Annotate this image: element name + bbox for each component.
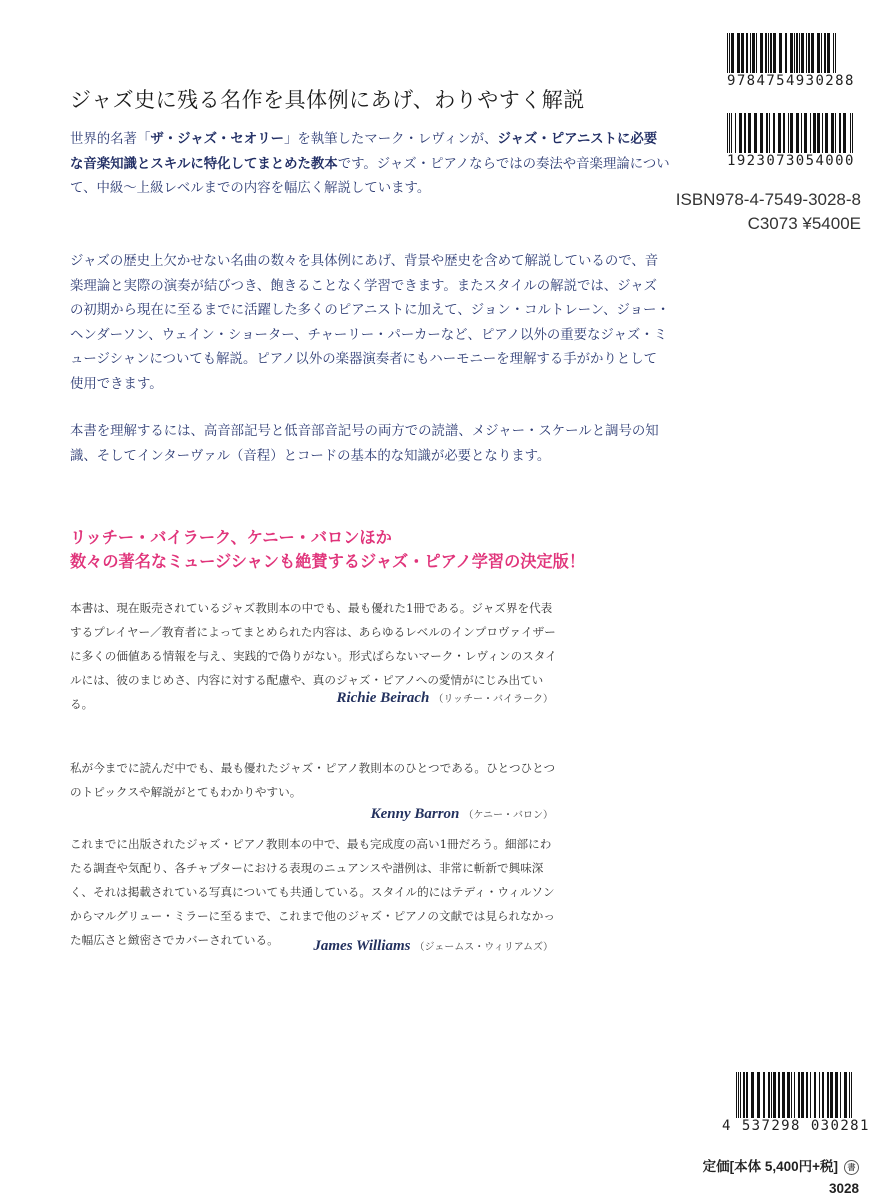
author-name: Kenny Barron xyxy=(370,806,460,822)
price-barcode xyxy=(727,113,855,169)
isbn-barcode-digits: 9784754930288 xyxy=(727,73,855,89)
isbn-number: ISBN978-4-7549-3028-8 xyxy=(675,190,861,209)
digit: 4 xyxy=(722,1118,732,1134)
book-title: ザ・ジャズ・セオリー xyxy=(150,132,284,147)
endorsement-heading xyxy=(70,526,585,574)
testimonial-author xyxy=(371,806,553,823)
price-block xyxy=(703,1156,859,1200)
isbn-barcode xyxy=(727,33,855,89)
testimonial-text: 本書は、現在販売されているジャズ教則本の中でも、最も優れた1冊である。ジャズ界を代表するプレイヤー／教育者によってまとめられた内容は、あらゆるレベルのインプロヴァイザーに多くの価値ある情報を与え、実践的で偽りがない。形式ばらないマーク・レヴィンのスタイルには、彼のまじめさ、内容に対する配慮や、真のジャズ・ピアノへの愛情がにじみ出ている。 xyxy=(70,601,557,711)
endorsement-heading-line2: 数々の著名なミュージシャンも絶賛するジャズ・ピアノ学習の決定版！ xyxy=(70,552,586,571)
text: です。ジャズ・ピアノならではの奏法や音楽理論について、中級〜上級レベルまでの内容を幅広く解説しています。 xyxy=(70,156,670,196)
jan-barcode xyxy=(722,1072,870,1134)
text: 世界的名著「 xyxy=(70,132,151,147)
author-name-jp: （ケニー・バロン） xyxy=(463,810,553,821)
author-name: Richie Beirach xyxy=(336,690,430,706)
jan-barcode-digits xyxy=(722,1118,870,1134)
intro-paragraph-1 xyxy=(70,128,670,202)
barcode-bars xyxy=(727,33,855,73)
barcode-bar xyxy=(851,1072,852,1118)
testimonial-author xyxy=(336,690,553,707)
text: 」を執筆したマーク・レヴィンが、 xyxy=(283,132,498,147)
testimonial-text: 私が今までに読んだ中でも、最も優れたジャズ・ピアノ教則本のひとつである。ひとつひとつのトピックスや解説がとてもわかりやすい。 xyxy=(70,761,556,799)
author-name-jp: （ジェームス・ウィリアムズ） xyxy=(414,942,553,953)
barcode-bar xyxy=(852,113,853,153)
testimonial-text: これまでに出版されたジャズ・ピアノ教則本の中で、最も完成度の高い1冊だろう。細部にわたる調査や気配り、各チャプターにおける表現のニュアンスや譜例は、非常に斬新で興味深く、それは掲載されている写真についても共通している。スタイル的にはテディ・ウィルソンからマルグリュー・ミラーに至るまで、これまで他のジャズ・ピアノの文献では見られなかった幅広さと緻密さでカバーされている。 xyxy=(70,837,555,947)
headline: ジャズ史に残る名作を具体例にあげ、わりやすく解説 xyxy=(70,88,585,112)
endorsement-heading-line1: リッチー・バイラーク、ケニー・バロンほか xyxy=(70,528,392,547)
testimonial-author xyxy=(313,938,553,955)
publisher-seal-icon: 書 xyxy=(844,1160,859,1175)
price-barcode-digits: 1923073054000 xyxy=(727,153,855,169)
digits: 537298 xyxy=(741,1118,801,1134)
barcode-bar xyxy=(835,33,836,73)
isbn-text xyxy=(676,188,861,236)
barcode-bars xyxy=(736,1072,870,1118)
author-name: James Williams xyxy=(313,938,411,954)
author-name-jp: （リッチー・バイラーク） xyxy=(433,694,553,705)
product-code: 3028 xyxy=(828,1181,859,1196)
price-label: 定価[本体 5,400円+税] xyxy=(702,1159,838,1174)
digits: 030281 xyxy=(810,1118,870,1134)
intro-paragraph-2: ジャズの歴史上欠かせない名曲の数々を具体例にあげ、背景や歴史を含めて解説しているので、音楽理論と実際の演奏が結びつき、飽きることなく学習できます。またスタイルの解説では、ジャズの初期から現在に至るまでに活躍した多くのピアニストに加えて、ジョン・コルトレーン、ジョー・ヘンダーソン、ウェイン・ショーター、チャーリー・パーカーなど、ピアノ以外の重要なジャズ・ミュージシャンについても解説。ピアノ以外の楽器演奏者にもハーモニーを理解する手がかりとして使用できます。 xyxy=(70,254,670,392)
barcode-bars xyxy=(727,113,855,153)
intro-paragraph-3: 本書を理解するには、高音部記号と低音部音記号の両方での読譜、メジャー・スケールと調号の知識、そしてインターヴァル（音程）とコードの基本的な知識が必要となります。 xyxy=(70,424,659,464)
classification-code: C3073 ¥5400E xyxy=(747,214,861,233)
emphasis: ジャズ・ピアニストに必要な音楽知識とスキルに特化してまとめた教本 xyxy=(70,132,658,172)
